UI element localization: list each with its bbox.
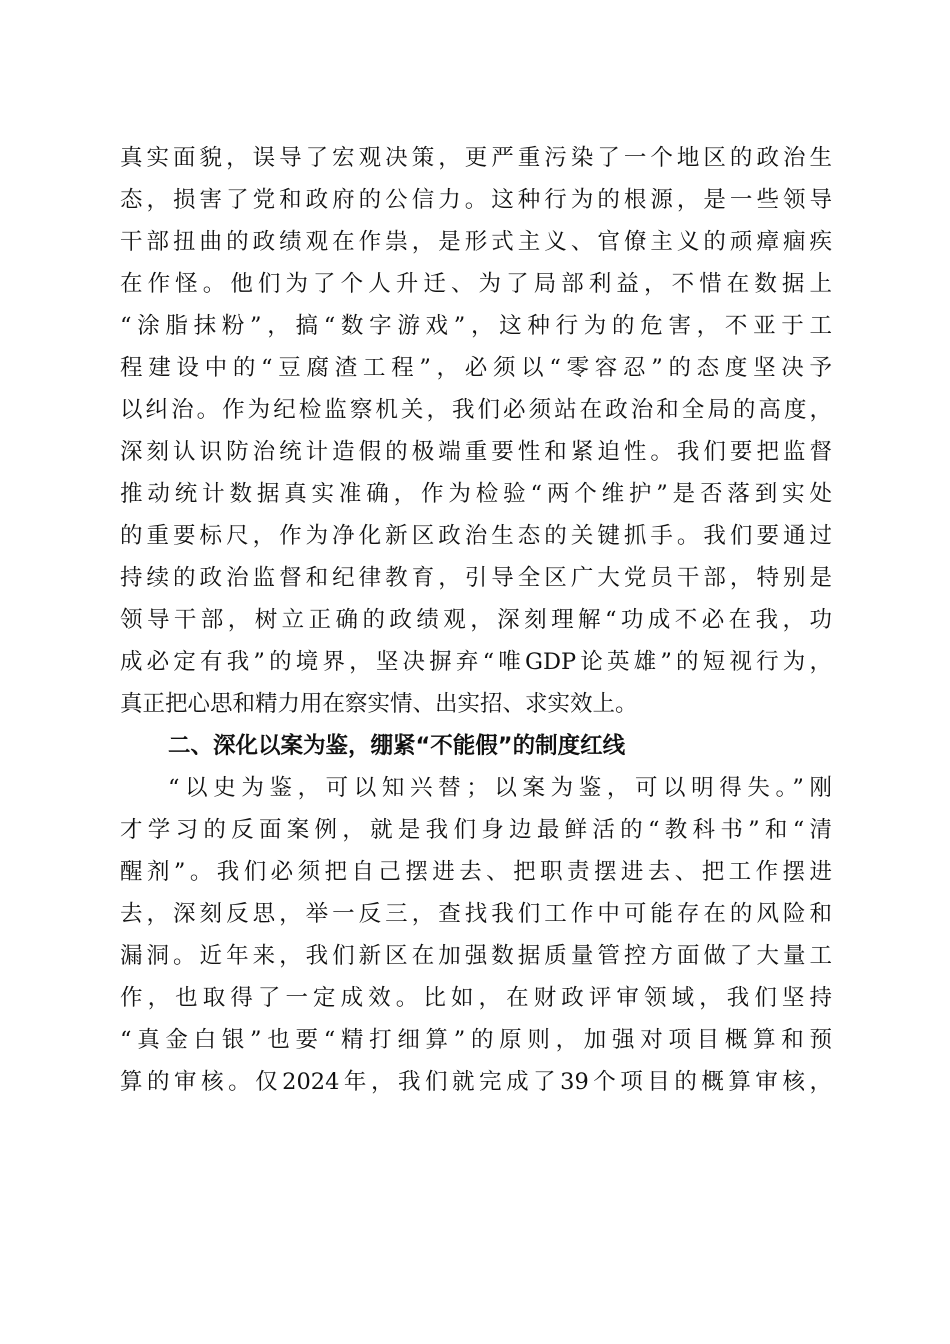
paragraph-line: 推动统计数据真实准确，作为检验“两个维护”是否落到实处 (120, 481, 832, 507)
paragraph-line: “真金白银”也要“精打细算”的原则，加强对项目概算和预 (120, 1027, 832, 1053)
paragraph-line: 醒剂”。我们必须把自己摆进去、把职责摆进去、把工作摆进 (120, 859, 832, 885)
paragraph-line: 干部扭曲的政绩观在作祟，是形式主义、官僚主义的顽瘴痼疾 (120, 229, 832, 255)
paragraph-line: “涂脂抹粉”，搞“数字游戏”，这种行为的危害，不亚于工 (120, 313, 832, 339)
paragraph-line: 在作怪。他们为了个人升迁、为了局部利益，不惜在数据上 (120, 271, 832, 297)
paragraph-line: “以史为鉴，可以知兴替；以案为鉴，可以明得失。”刚 (168, 775, 832, 801)
paragraph-line: 真实面貌，误导了宏观决策，更严重污染了一个地区的政治生 (120, 145, 832, 171)
paragraph-line: 持续的政治监督和纪律教育，引导全区广大党员干部，特别是 (120, 565, 832, 591)
paragraph-line: 才学习的反面案例，就是我们身边最鲜活的“教科书”和“清 (120, 817, 832, 843)
paragraph-line: 深刻认识防治统计造假的极端重要性和紧迫性。我们要把监督 (120, 439, 832, 465)
paragraph-line: 程建设中的“豆腐渣工程”，必须以“零容忍”的态度坚决予 (120, 355, 832, 381)
paragraph-line: 算的审核。仅2024年，我们就完成了39个项目的概算审核， (120, 1069, 832, 1095)
paragraph-line: 以纠治。作为纪检监察机关，我们必须站在政治和全局的高度， (120, 397, 832, 423)
paragraph-line: 成必定有我”的境界，坚决摒弃“唯GDP论英雄”的短视行为， (120, 649, 832, 675)
paragraph-line: 作，也取得了一定成效。比如，在财政评审领域，我们坚持 (120, 985, 832, 1011)
paragraph-line: 漏洞。近年来，我们新区在加强数据质量管控方面做了大量工 (120, 943, 832, 969)
paragraph-line: 态，损害了党和政府的公信力。这种行为的根源，是一些领导 (120, 187, 832, 213)
paragraph-line: 领导干部，树立正确的政绩观，深刻理解“功成不必在我，功 (120, 607, 832, 633)
paragraph-line: 的重要标尺，作为净化新区政治生态的关键抓手。我们要通过 (120, 523, 832, 549)
paragraph-line: 真正把心思和精力用在察实情、出实招、求实效上。 (120, 691, 638, 717)
paragraph-line: 去，深刻反思，举一反三，查找我们工作中可能存在的风险和 (120, 901, 832, 927)
section-heading: 二、深化以案为鉴，绷紧“不能假”的制度红线 (168, 733, 626, 759)
